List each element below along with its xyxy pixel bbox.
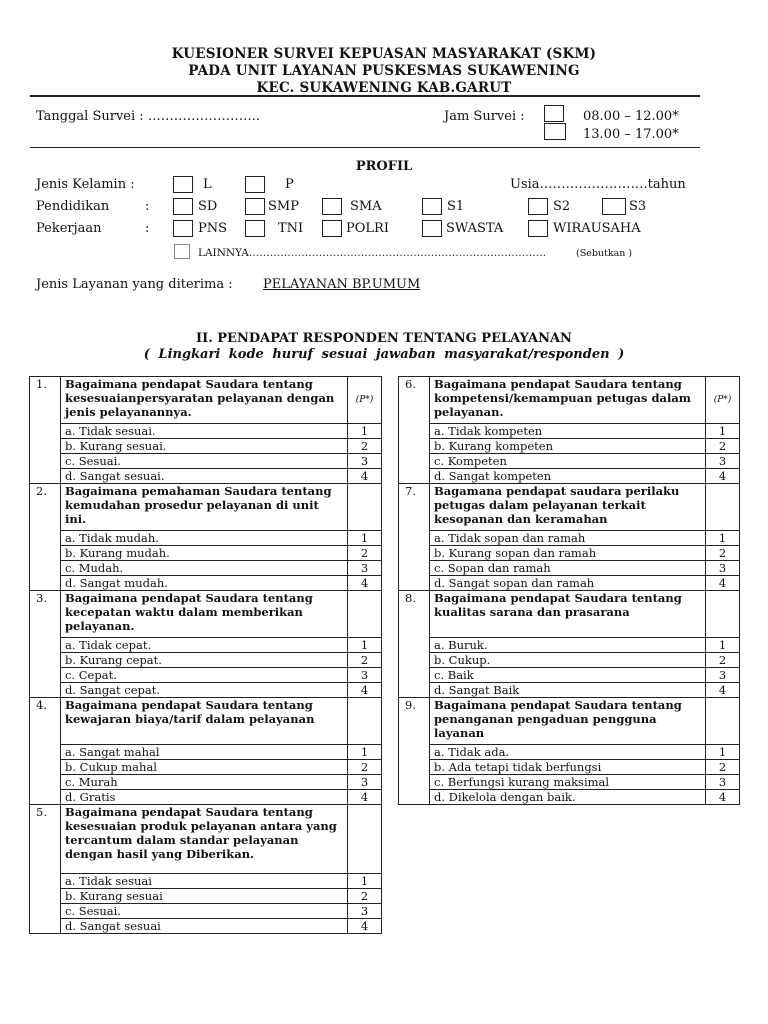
- answer-score[interactable]: 1: [706, 745, 740, 760]
- gender-l-checkbox[interactable]: [173, 176, 193, 193]
- job-polri-checkbox[interactable]: [322, 220, 342, 237]
- question-text: Bagaimana pendapat Saudara tentang kualitas sarana dan prasarana: [430, 591, 706, 638]
- answer-option-row[interactable]: [30, 561, 382, 576]
- answer-score[interactable]: 1: [348, 531, 382, 546]
- education-sd-checkbox[interactable]: [173, 198, 193, 215]
- survey-date-label: Tanggal Survei : ……………………..: [36, 109, 261, 124]
- answer-option-row[interactable]: [30, 653, 382, 668]
- answer-score[interactable]: 3: [348, 904, 382, 919]
- answer-score[interactable]: 1: [706, 424, 740, 439]
- job-polri-label: POLRI: [346, 221, 389, 236]
- answer-option-row[interactable]: [399, 760, 740, 775]
- answer-score[interactable]: 4: [348, 469, 382, 484]
- score-header: [706, 591, 740, 638]
- answer-option-label[interactable]: d. Dikelola dengan baik.: [430, 790, 706, 805]
- profile-title: PROFIL: [355, 159, 413, 174]
- answer-score[interactable]: 4: [348, 576, 382, 591]
- education-s1-label: S1: [447, 199, 465, 214]
- answer-score[interactable]: 2: [706, 546, 740, 561]
- question-row: [399, 698, 740, 745]
- answer-option-label[interactable]: b. Kurang sesuai: [61, 889, 348, 904]
- answer-option-row[interactable]: [399, 546, 740, 561]
- question-number: 1.: [30, 377, 61, 484]
- education-smp-label: SMP: [268, 199, 299, 214]
- question-number: 6.: [399, 377, 430, 484]
- education-s2-label: S2: [553, 199, 571, 214]
- question-row: [399, 484, 740, 531]
- question-row: [30, 484, 382, 531]
- answer-option-label[interactable]: b. Kurang sopan dan ramah: [430, 546, 706, 561]
- right-question-table: [398, 376, 740, 805]
- gender-label: Jenis Kelamin :: [36, 177, 135, 192]
- header-line-1: KUESIONER SURVEI KEPUASAN MASYARAKAT (SKM): [171, 46, 597, 62]
- answer-option-label[interactable]: a. Tidak ada.: [430, 745, 706, 760]
- job-other-checkbox[interactable]: [174, 244, 190, 259]
- answer-option-label[interactable]: c. Mudah.: [61, 561, 348, 576]
- header-line-3: KEC. SUKAWENING KAB.GARUT: [256, 80, 512, 96]
- service-label: Jenis Layanan yang diterima :: [36, 277, 233, 292]
- answer-option-row[interactable]: [30, 889, 382, 904]
- answer-score[interactable]: 2: [348, 439, 382, 454]
- answer-option-label[interactable]: a. Tidak sesuai.: [61, 424, 348, 439]
- answer-option-row[interactable]: [30, 790, 382, 805]
- question-row: [30, 805, 382, 874]
- score-header: [706, 698, 740, 745]
- survey-time-label: Jam Survei :: [444, 109, 525, 124]
- answer-option-label[interactable]: d. Sangat mudah.: [61, 576, 348, 591]
- answer-score[interactable]: 2: [348, 760, 382, 775]
- answer-score[interactable]: 2: [706, 760, 740, 775]
- question-text: Bagamana pendapat saudara perilaku petugas dalam pelayanan terkait kesopanan dan keramahan: [430, 484, 706, 531]
- score-header: (P*): [348, 377, 382, 424]
- answer-option-label[interactable]: c. Kompeten: [430, 454, 706, 469]
- answer-option-row[interactable]: [399, 683, 740, 698]
- question-text: Bagaimana pendapat Saudara tentang kewajaran biaya/tarif dalam pelayanan: [61, 698, 348, 745]
- education-s1-checkbox[interactable]: [422, 198, 442, 215]
- question-text: Bagaimana pendapat Saudara tentang kompetensi/kemampuan petugas dalam pelayanan.: [430, 377, 706, 424]
- answer-score[interactable]: 4: [706, 576, 740, 591]
- score-header: [348, 484, 382, 531]
- answer-option-row[interactable]: [399, 576, 740, 591]
- answer-option-row[interactable]: [30, 683, 382, 698]
- answer-score[interactable]: 1: [348, 638, 382, 653]
- education-colon: :: [145, 199, 150, 214]
- answer-option-label[interactable]: b. Kurang cepat.: [61, 653, 348, 668]
- answer-option-row[interactable]: [399, 638, 740, 653]
- job-wirausaha-label: WIRAUSAHA: [553, 221, 641, 236]
- gender-l-label: L: [203, 177, 212, 192]
- answer-option-label[interactable]: a. Buruk.: [430, 638, 706, 653]
- answer-option-label[interactable]: a. Tidak sopan dan ramah: [430, 531, 706, 546]
- job-pns-checkbox[interactable]: [173, 220, 193, 237]
- question-number: 8.: [399, 591, 430, 698]
- header-rule: [30, 95, 700, 97]
- answer-option-row[interactable]: [399, 790, 740, 805]
- answer-score[interactable]: 4: [348, 919, 382, 934]
- answer-score[interactable]: 1: [706, 638, 740, 653]
- answer-score[interactable]: 2: [706, 439, 740, 454]
- question-text: Bagaimana pendapat Saudara tentang kecepatan waktu dalam memberikan pelayanan.: [61, 591, 348, 638]
- left-question-table: [29, 376, 382, 934]
- time-option-2-checkbox[interactable]: [544, 123, 566, 140]
- answer-score[interactable]: 3: [348, 775, 382, 790]
- question-row: [399, 377, 740, 424]
- score-header: [348, 591, 382, 638]
- answer-option-row[interactable]: [30, 469, 382, 484]
- answer-score[interactable]: 2: [706, 653, 740, 668]
- question-number: 9.: [399, 698, 430, 805]
- answer-score[interactable]: 1: [348, 424, 382, 439]
- answer-score[interactable]: 4: [706, 469, 740, 484]
- job-other-field[interactable]: LAINNYA………………………………………………………………………….: [198, 247, 547, 259]
- answer-option-row[interactable]: [399, 454, 740, 469]
- education-label: Pendidikan: [36, 199, 110, 214]
- survey-rule: [30, 147, 700, 148]
- section2-title: II. PENDAPAT RESPONDEN TENTANG PELAYANAN: [196, 331, 572, 346]
- answer-score[interactable]: 3: [348, 561, 382, 576]
- answer-option-row[interactable]: [399, 668, 740, 683]
- score-header: [348, 698, 382, 745]
- answer-option-label[interactable]: a. Sangat mahal: [61, 745, 348, 760]
- time-option-1-checkbox[interactable]: [544, 105, 564, 122]
- question-number: 2.: [30, 484, 61, 591]
- answer-option-row[interactable]: [399, 469, 740, 484]
- answer-option-row[interactable]: [30, 760, 382, 775]
- education-sma-label: SMA: [350, 199, 382, 214]
- answer-option-row[interactable]: [30, 919, 382, 934]
- question-text: Bagaimana pendapat Saudara tentang penanganan pengaduan pengguna layanan: [430, 698, 706, 745]
- answer-option-row[interactable]: [399, 424, 740, 439]
- answer-option-row[interactable]: [399, 653, 740, 668]
- age-field[interactable]: Usia…………………….tahun: [510, 177, 686, 192]
- answer-option-label[interactable]: c. Cepat.: [61, 668, 348, 683]
- answer-option-label[interactable]: c. Murah: [61, 775, 348, 790]
- answer-option-label[interactable]: a. Tidak sesuai: [61, 874, 348, 889]
- job-wirausaha-checkbox[interactable]: [528, 220, 548, 237]
- answer-option-row[interactable]: [30, 454, 382, 469]
- answer-score[interactable]: 1: [348, 745, 382, 760]
- job-tni-label: TNI: [278, 221, 304, 236]
- score-header: [706, 484, 740, 531]
- answer-option-row[interactable]: [30, 546, 382, 561]
- header-line-2: PADA UNIT LAYANAN PUSKESMAS SUKAWENING: [188, 63, 580, 79]
- service-value: PELAYANAN BP.UMUM: [263, 277, 421, 292]
- question-text: Bagaimana pendapat Saudara tentang kesesuaian produk pelayanan antara yang tercantum dalam standar pelayanan dengan hasil yang Diberikan.: [61, 805, 348, 874]
- answer-score[interactable]: 1: [348, 874, 382, 889]
- answer-option-label[interactable]: b. Kurang mudah.: [61, 546, 348, 561]
- job-other-hint: (Sebutkan ): [576, 248, 633, 259]
- answer-option-row[interactable]: [30, 904, 382, 919]
- question-number: 7.: [399, 484, 430, 591]
- job-colon: :: [145, 221, 150, 236]
- answer-option-label[interactable]: d. Sangat sesuai.: [61, 469, 348, 484]
- answer-option-row[interactable]: [399, 439, 740, 454]
- answer-score[interactable]: 1: [706, 531, 740, 546]
- job-swasta-checkbox[interactable]: [422, 220, 442, 237]
- answer-option-label[interactable]: d. Sangat sesuai: [61, 919, 348, 934]
- question-text: Bagaimana pendapat Saudara tentang kesesuaianpersyaratan pelayanan dengan jenis pelayanannya.: [61, 377, 348, 424]
- job-tni-checkbox[interactable]: [245, 220, 265, 237]
- question-text: Bagaimana pemahaman Saudara tentang kemudahan prosedur pelayanan di unit ini.: [61, 484, 348, 531]
- answer-option-row[interactable]: [30, 531, 382, 546]
- answer-option-label[interactable]: b. Cukup mahal: [61, 760, 348, 775]
- answer-score[interactable]: 4: [348, 790, 382, 805]
- answer-score[interactable]: 2: [348, 653, 382, 668]
- job-swasta-label: SWASTA: [446, 221, 504, 236]
- gender-p-label: P: [285, 177, 294, 192]
- education-sd-label: SD: [198, 199, 218, 214]
- score-header: (P*): [706, 377, 740, 424]
- job-pns-label: PNS: [198, 221, 228, 236]
- answer-option-label[interactable]: d. Sangat Baik: [430, 683, 706, 698]
- answer-score[interactable]: 4: [706, 683, 740, 698]
- question-number: 4.: [30, 698, 61, 805]
- answer-option-row[interactable]: [30, 874, 382, 889]
- answer-option-label[interactable]: d. Sangat cepat.: [61, 683, 348, 698]
- question-number: 3.: [30, 591, 61, 698]
- job-label: Pekerjaan: [36, 221, 102, 236]
- time-option-2-label: 13.00 – 17.00*: [583, 127, 679, 142]
- answer-option-row[interactable]: [399, 775, 740, 790]
- education-s3-label: S3: [629, 199, 647, 214]
- question-number: 5.: [30, 805, 61, 934]
- gender-p-checkbox[interactable]: [245, 176, 265, 193]
- answer-option-row[interactable]: [30, 745, 382, 760]
- answer-option-label[interactable]: d. Sangat sopan dan ramah: [430, 576, 706, 591]
- education-smp-checkbox[interactable]: [245, 198, 265, 215]
- education-sma-checkbox[interactable]: [322, 198, 342, 215]
- answer-score[interactable]: 3: [348, 454, 382, 469]
- answer-score[interactable]: 3: [706, 775, 740, 790]
- answer-option-label[interactable]: b. Kurang kompeten: [430, 439, 706, 454]
- answer-option-row[interactable]: [399, 531, 740, 546]
- answer-option-label[interactable]: d. Sangat kompeten: [430, 469, 706, 484]
- education-s2-checkbox[interactable]: [528, 198, 548, 215]
- answer-score[interactable]: 4: [348, 683, 382, 698]
- answer-option-label[interactable]: c. Sesuai.: [61, 904, 348, 919]
- education-s3-checkbox[interactable]: [602, 198, 626, 215]
- answer-option-label[interactable]: a. Tidak kompeten: [430, 424, 706, 439]
- section2-subtitle: ( Lingkari kode huruf sesuai jawaban masyarakat/responden ): [143, 347, 625, 362]
- answer-option-label[interactable]: a. Tidak mudah.: [61, 531, 348, 546]
- answer-option-row[interactable]: [399, 745, 740, 760]
- answer-option-label[interactable]: b. Cukup.: [430, 653, 706, 668]
- answer-option-row[interactable]: [30, 439, 382, 454]
- answer-option-label[interactable]: d. Gratis: [61, 790, 348, 805]
- time-option-1-label: 08.00 – 12.00*: [583, 109, 679, 124]
- answer-option-row[interactable]: [30, 576, 382, 591]
- answer-score[interactable]: 2: [348, 546, 382, 561]
- answer-score[interactable]: 3: [706, 668, 740, 683]
- answer-score[interactable]: 2: [348, 889, 382, 904]
- answer-option-label[interactable]: b. Kurang sesuai.: [61, 439, 348, 454]
- answer-option-label[interactable]: c. Sopan dan ramah: [430, 561, 706, 576]
- question-row: [30, 377, 382, 424]
- question-row: [399, 591, 740, 638]
- answer-option-row[interactable]: [30, 668, 382, 683]
- question-row: [30, 698, 382, 745]
- answer-score[interactable]: 3: [348, 668, 382, 683]
- answer-score[interactable]: 3: [706, 454, 740, 469]
- answer-option-label[interactable]: a. Tidak cepat.: [61, 638, 348, 653]
- answer-option-row[interactable]: [30, 638, 382, 653]
- answer-option-row[interactable]: [30, 424, 382, 439]
- answer-option-label[interactable]: b. Ada tetapi tidak berfungsi: [430, 760, 706, 775]
- answer-option-row[interactable]: [30, 775, 382, 790]
- answer-option-label[interactable]: c. Sesuai.: [61, 454, 348, 469]
- answer-option-label[interactable]: c. Baik: [430, 668, 706, 683]
- score-header: [348, 805, 382, 874]
- answer-score[interactable]: 3: [706, 561, 740, 576]
- answer-option-row[interactable]: [399, 561, 740, 576]
- answer-score[interactable]: 4: [706, 790, 740, 805]
- answer-option-label[interactable]: c. Berfungsi kurang maksimal: [430, 775, 706, 790]
- question-row: [30, 591, 382, 638]
